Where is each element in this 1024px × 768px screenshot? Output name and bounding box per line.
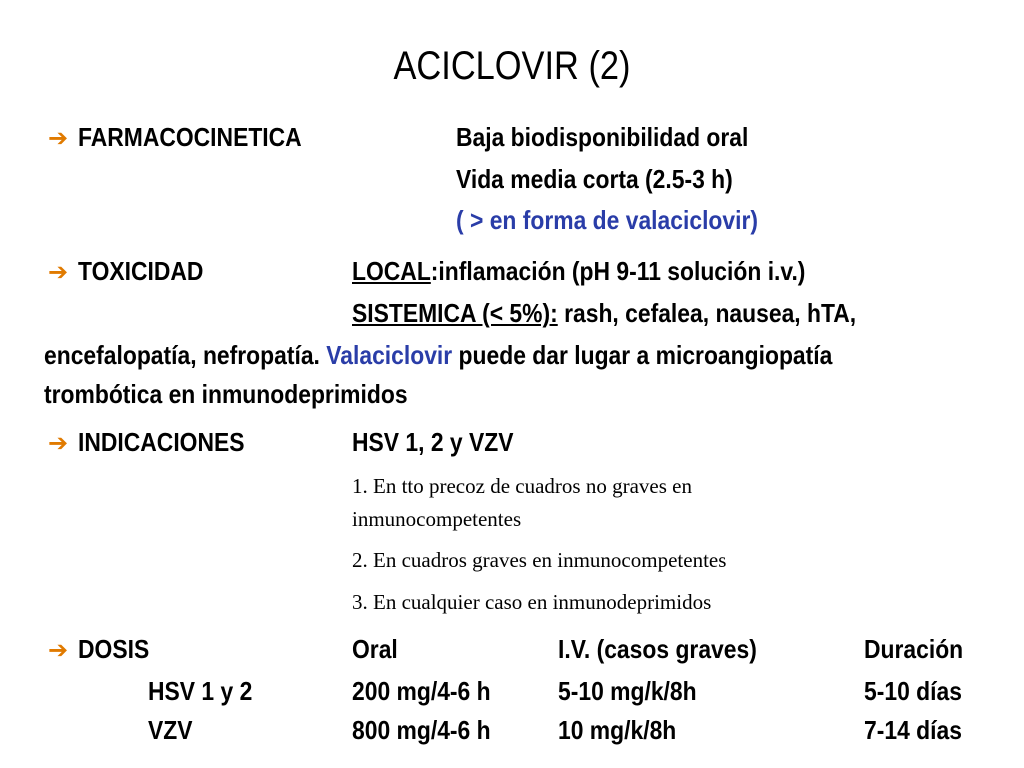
- farmacocinetica-line-1: Baja biodisponibilidad oral: [456, 122, 749, 152]
- bullet-arrow-icon: ➔: [48, 259, 69, 286]
- dosis-row-duracion: 7-14 días: [864, 715, 962, 745]
- indicaciones-value: HSV 1, 2 y VZV: [352, 427, 514, 457]
- indicacion-item-1b: inmunocompetentes: [352, 507, 522, 531]
- toxicidad-continuation-1: [44, 338, 832, 372]
- cont-a: encefalopatía, nefropatía.: [44, 340, 327, 370]
- indicacion-item-1a: 1. En tto precoz de cuadros no graves en: [352, 474, 692, 498]
- dosis-row-iv: 10 mg/k/8h: [558, 715, 677, 745]
- indicacion-item-2: 2. En cuadros graves en inmunocompetentes: [352, 548, 727, 572]
- sistemica-text: rash, cefalea, nausea, hTA,: [557, 298, 857, 328]
- local-label: LOCAL: [352, 256, 431, 286]
- toxicidad-label: TOXICIDAD: [78, 256, 204, 286]
- dosis-row-name: HSV 1 y 2: [148, 676, 253, 706]
- indicacion-item-3: 3. En cualquier caso en inmunodeprimidos: [352, 590, 712, 614]
- dosis-row-name: VZV: [148, 715, 193, 745]
- valaciclovir-highlight: Valaciclovir: [326, 340, 453, 370]
- dosis-row-duracion: 5-10 días: [864, 676, 962, 706]
- bullet-arrow-icon: ➔: [48, 430, 69, 457]
- slide-title: ACICLOVIR (2): [393, 44, 631, 88]
- bullet-arrow-icon: ➔: [48, 637, 69, 664]
- toxicidad-local-line: [352, 254, 805, 288]
- farmacocinetica-label: FARMACOCINETICA: [78, 122, 302, 152]
- farmacocinetica-line-2: Vida media corta (2.5-3 h): [456, 164, 733, 194]
- dosis-row-iv: 5-10 mg/k/8h: [558, 676, 697, 706]
- toxicidad-sistemica-line: [352, 296, 856, 330]
- dosis-header-oral: Oral: [352, 634, 398, 664]
- toxicidad-continuation-2: trombótica en inmunodeprimidos: [44, 379, 408, 409]
- dosis-row-oral: 800 mg/4-6 h: [352, 715, 491, 745]
- local-text: :inflamación (pH 9-11 solución i.v.): [430, 256, 806, 286]
- cont-b: puede dar lugar a microangiopatía: [452, 340, 833, 370]
- dosis-header-iv: I.V. (casos graves): [558, 634, 757, 664]
- farmacocinetica-line-3: ( > en forma de valaciclovir): [456, 205, 759, 235]
- dosis-header-duracion: Duración: [864, 634, 964, 664]
- sistemica-label: SISTEMICA (< 5%):: [352, 298, 558, 328]
- bullet-arrow-icon: ➔: [48, 125, 69, 152]
- dosis-row-oral: 200 mg/4-6 h: [352, 676, 491, 706]
- dosis-label: DOSIS: [78, 634, 150, 664]
- indicaciones-label: INDICACIONES: [78, 427, 245, 457]
